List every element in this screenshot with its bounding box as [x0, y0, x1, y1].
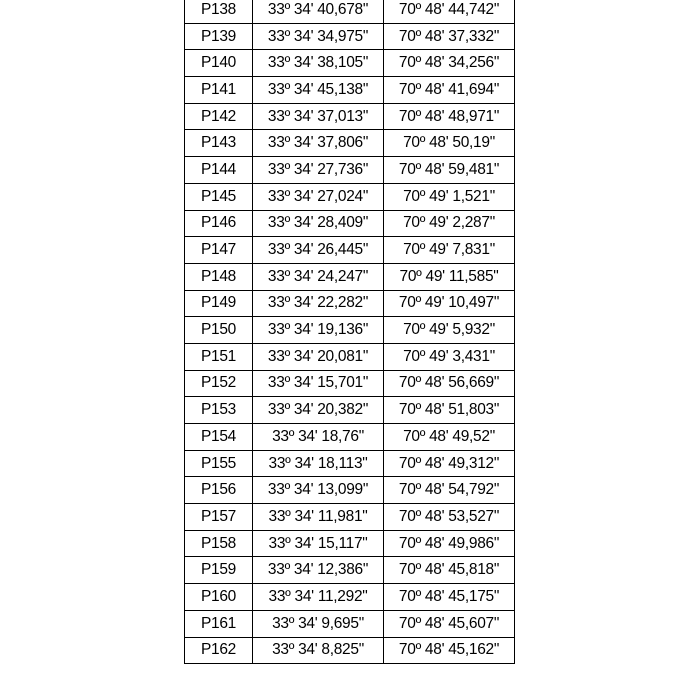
point-id-cell: P141	[185, 77, 253, 104]
longitude-cell: 70º 48' 45,607"	[384, 610, 515, 637]
point-id-cell: P161	[185, 610, 253, 637]
table-row	[185, 23, 515, 50]
table-row	[185, 210, 515, 237]
point-id-cell: P151	[185, 343, 253, 370]
point-id-cell: P143	[185, 130, 253, 157]
table-row	[185, 237, 515, 264]
table-row	[185, 343, 515, 370]
point-id-cell: P159	[185, 557, 253, 584]
longitude-cell: 70º 49' 10,497"	[384, 290, 515, 317]
longitude-cell: 70º 48' 56,669"	[384, 370, 515, 397]
point-id-cell: P138	[185, 0, 253, 23]
table-row	[185, 290, 515, 317]
longitude-cell: 70º 48' 37,332"	[384, 23, 515, 50]
longitude-cell: 70º 49' 5,932"	[384, 317, 515, 344]
latitude-cell: 33º 34' 18,76"	[253, 424, 384, 451]
longitude-cell: 70º 49' 2,287"	[384, 210, 515, 237]
coordinates-table	[184, 0, 515, 664]
longitude-cell: 70º 48' 45,175"	[384, 584, 515, 611]
table-row	[185, 263, 515, 290]
table-row	[185, 157, 515, 184]
table-row	[185, 370, 515, 397]
point-id-cell: P154	[185, 424, 253, 451]
point-id-cell: P144	[185, 157, 253, 184]
latitude-cell: 33º 34' 27,024"	[253, 183, 384, 210]
coordinates-table-body	[185, 0, 515, 664]
longitude-cell: 70º 49' 7,831"	[384, 237, 515, 264]
table-row	[185, 450, 515, 477]
table-row	[185, 130, 515, 157]
longitude-cell: 70º 48' 48,971"	[384, 103, 515, 130]
point-id-cell: P145	[185, 183, 253, 210]
table-row	[185, 397, 515, 424]
point-id-cell: P160	[185, 584, 253, 611]
latitude-cell: 33º 34' 27,736"	[253, 157, 384, 184]
table-row	[185, 77, 515, 104]
point-id-cell: P158	[185, 530, 253, 557]
table-row	[185, 504, 515, 531]
latitude-cell: 33º 34' 15,117"	[253, 530, 384, 557]
latitude-cell: 33º 34' 15,701"	[253, 370, 384, 397]
point-id-cell: P149	[185, 290, 253, 317]
table-row	[185, 530, 515, 557]
point-id-cell: P162	[185, 637, 253, 664]
longitude-cell: 70º 48' 34,256"	[384, 50, 515, 77]
point-id-cell: P142	[185, 103, 253, 130]
longitude-cell: 70º 48' 45,162"	[384, 637, 515, 664]
longitude-cell: 70º 49' 11,585"	[384, 263, 515, 290]
table-row	[185, 637, 515, 664]
table-row	[185, 317, 515, 344]
latitude-cell: 33º 34' 24,247"	[253, 263, 384, 290]
point-id-cell: P146	[185, 210, 253, 237]
longitude-cell: 70º 48' 45,818"	[384, 557, 515, 584]
longitude-cell: 70º 48' 49,52"	[384, 424, 515, 451]
latitude-cell: 33º 34' 18,113"	[253, 450, 384, 477]
latitude-cell: 33º 34' 34,975"	[253, 23, 384, 50]
latitude-cell: 33º 34' 13,099"	[253, 477, 384, 504]
latitude-cell: 33º 34' 11,292"	[253, 584, 384, 611]
point-id-cell: P157	[185, 504, 253, 531]
latitude-cell: 33º 34' 40,678"	[253, 0, 384, 23]
table-row	[185, 557, 515, 584]
latitude-cell: 33º 34' 20,382"	[253, 397, 384, 424]
point-id-cell: P156	[185, 477, 253, 504]
longitude-cell: 70º 48' 51,803"	[384, 397, 515, 424]
longitude-cell: 70º 48' 49,312"	[384, 450, 515, 477]
longitude-cell: 70º 49' 3,431"	[384, 343, 515, 370]
latitude-cell: 33º 34' 37,013"	[253, 103, 384, 130]
latitude-cell: 33º 34' 12,386"	[253, 557, 384, 584]
longitude-cell: 70º 48' 50,19"	[384, 130, 515, 157]
point-id-cell: P152	[185, 370, 253, 397]
point-id-cell: P148	[185, 263, 253, 290]
longitude-cell: 70º 48' 53,527"	[384, 504, 515, 531]
latitude-cell: 33º 34' 28,409"	[253, 210, 384, 237]
table-row	[185, 610, 515, 637]
latitude-cell: 33º 34' 37,806"	[253, 130, 384, 157]
latitude-cell: 33º 34' 45,138"	[253, 77, 384, 104]
latitude-cell: 33º 34' 26,445"	[253, 237, 384, 264]
table-row	[185, 584, 515, 611]
latitude-cell: 33º 34' 38,105"	[253, 50, 384, 77]
point-id-cell: P150	[185, 317, 253, 344]
table-row	[185, 183, 515, 210]
table-row	[185, 424, 515, 451]
latitude-cell: 33º 34' 11,981"	[253, 504, 384, 531]
latitude-cell: 33º 34' 9,695"	[253, 610, 384, 637]
table-row	[185, 103, 515, 130]
table-row	[185, 477, 515, 504]
table-row	[185, 50, 515, 77]
point-id-cell: P140	[185, 50, 253, 77]
longitude-cell: 70º 48' 54,792"	[384, 477, 515, 504]
longitude-cell: 70º 48' 59,481"	[384, 157, 515, 184]
latitude-cell: 33º 34' 19,136"	[253, 317, 384, 344]
longitude-cell: 70º 49' 1,521"	[384, 183, 515, 210]
longitude-cell: 70º 48' 44,742"	[384, 0, 515, 23]
point-id-cell: P147	[185, 237, 253, 264]
point-id-cell: P153	[185, 397, 253, 424]
point-id-cell: P139	[185, 23, 253, 50]
point-id-cell: P155	[185, 450, 253, 477]
latitude-cell: 33º 34' 20,081"	[253, 343, 384, 370]
longitude-cell: 70º 48' 49,986"	[384, 530, 515, 557]
latitude-cell: 33º 34' 8,825"	[253, 637, 384, 664]
table-row	[185, 0, 515, 23]
latitude-cell: 33º 34' 22,282"	[253, 290, 384, 317]
longitude-cell: 70º 48' 41,694"	[384, 77, 515, 104]
